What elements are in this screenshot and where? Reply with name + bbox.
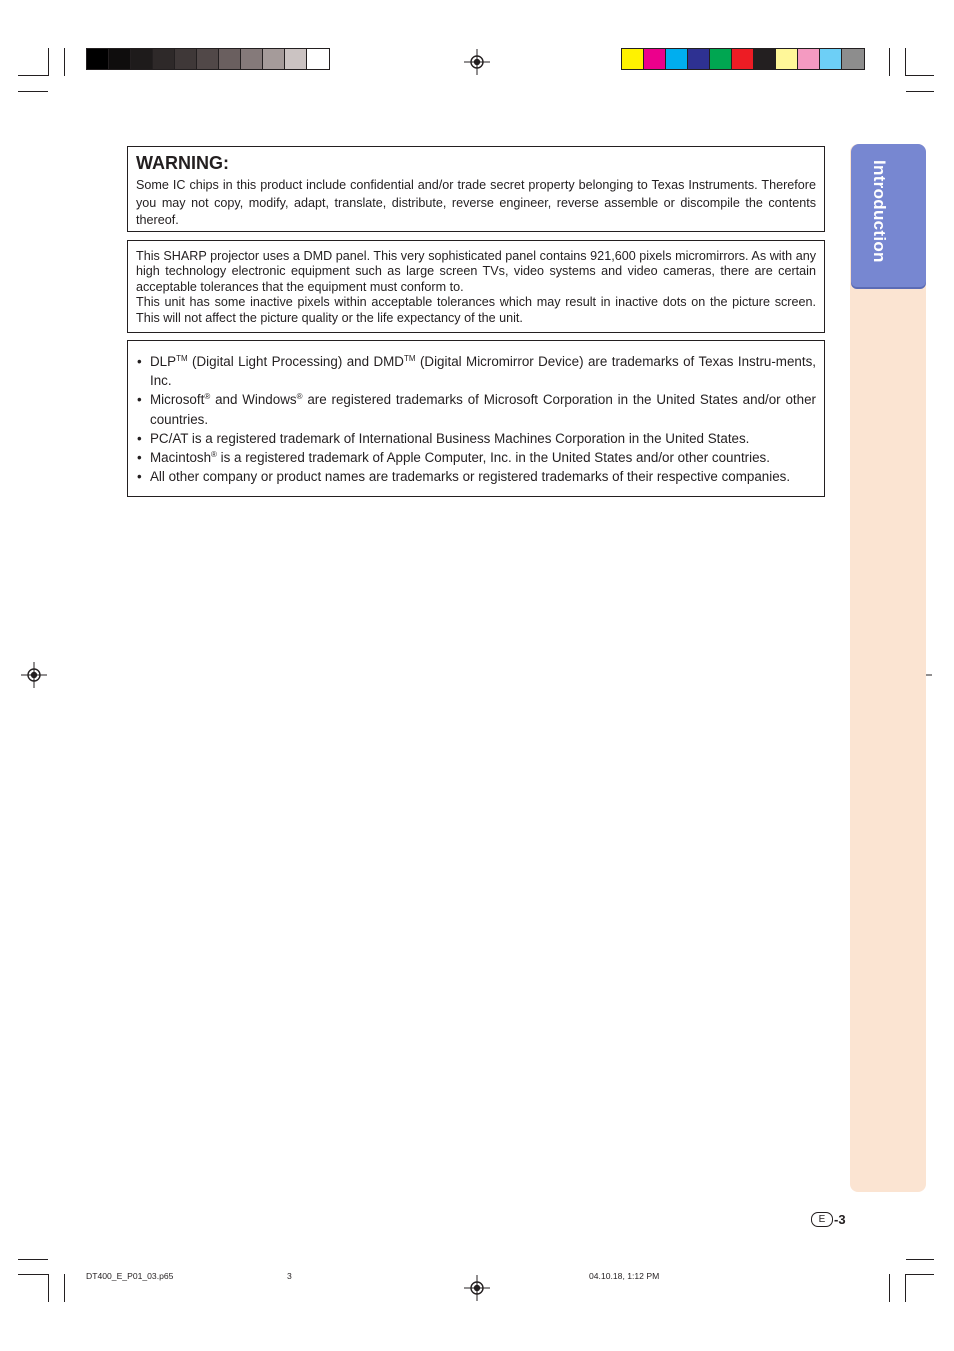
process-swatch <box>710 49 732 69</box>
process-swatch <box>688 49 710 69</box>
process-swatch <box>666 49 688 69</box>
grayscale-swatch <box>175 49 197 69</box>
footer-date: 04.10.18, 1:12 PM <box>589 1271 660 1281</box>
grayscale-swatch <box>263 49 285 69</box>
grayscale-swatch <box>285 49 307 69</box>
grayscale-swatch <box>307 49 329 69</box>
registration-mark-icon <box>464 49 490 75</box>
process-swatch <box>732 49 754 69</box>
process-swatch <box>622 49 644 69</box>
trademarks-list <box>136 352 816 486</box>
dmd-notice-paragraph-1: This SHARP projector uses a DMD panel. This very sophisticated panel contains 921,600 pixels micromirrors. As with any high technology electronic equipment such as large screen TVs, video systems and video cameras, there are certain acceptable tolerances that the equipment must conform to. <box>136 249 816 294</box>
process-swatch <box>776 49 798 69</box>
warning-text: Some IC chips in this product include confidential and/or trade secret property belonging to Texas Instruments. Therefore you may not copy, modify, adapt, translate, distribute, reverse engineer, reverse assemble or discompile the contents thereof. <box>136 178 816 228</box>
process-swatch <box>798 49 820 69</box>
grayscale-color-bar <box>86 48 330 70</box>
trademarks-box <box>127 340 825 497</box>
process-swatch <box>820 49 842 69</box>
footer-page: 3 <box>287 1271 292 1281</box>
section-tab-label: Introduction <box>870 160 889 263</box>
grayscale-swatch <box>219 49 241 69</box>
registration-mark-icon <box>464 1275 490 1301</box>
grayscale-swatch <box>197 49 219 69</box>
process-swatch <box>842 49 864 69</box>
page-prefix-badge: E <box>811 1212 833 1227</box>
trademark-item-microsoft: • Microsoft® and Windows® are registered trademarks of Microsoft Corporation in the United States and/or other countries. <box>136 390 816 428</box>
page-number <box>811 1211 846 1227</box>
process-swatch <box>644 49 666 69</box>
dmd-notice-box <box>127 240 825 333</box>
footer-file-name: DT400_E_P01_03.p65 <box>86 1271 174 1281</box>
side-tab-background <box>850 144 926 1192</box>
warning-box <box>127 146 825 232</box>
grayscale-swatch <box>131 49 153 69</box>
trademark-item-macintosh: • Macintosh® is a registered trademark of Apple Computer, Inc. in the United States and/or other countries. <box>136 448 816 467</box>
trademark-item-pcat: • PC/AT is a registered trademark of International Business Machines Corporation in the United States. <box>136 429 816 448</box>
process-swatch <box>754 49 776 69</box>
dmd-notice-paragraph-2: This unit has some inactive pixels within acceptable tolerances which may result in inactive dots on the picture screen. This will not affect the picture quality or the life expectancy of the unit. <box>136 295 816 325</box>
grayscale-swatch <box>241 49 263 69</box>
page-number-value: -3 <box>834 1211 846 1227</box>
trademark-item-other: • All other company or product names are trademarks or registered trademarks of their respective companies. <box>136 467 816 486</box>
grayscale-swatch <box>87 49 109 69</box>
registration-mark-icon <box>21 662 47 688</box>
trademark-item-dlp: • DLP™ (Digital Light Processing) and DMD™ (Digital Micromirror Device) are trademarks of Texas Instru-ments, Inc. <box>136 352 816 390</box>
grayscale-swatch <box>109 49 131 69</box>
grayscale-swatch <box>153 49 175 69</box>
process-color-bar <box>621 48 865 70</box>
warning-title: WARNING: <box>136 153 229 173</box>
